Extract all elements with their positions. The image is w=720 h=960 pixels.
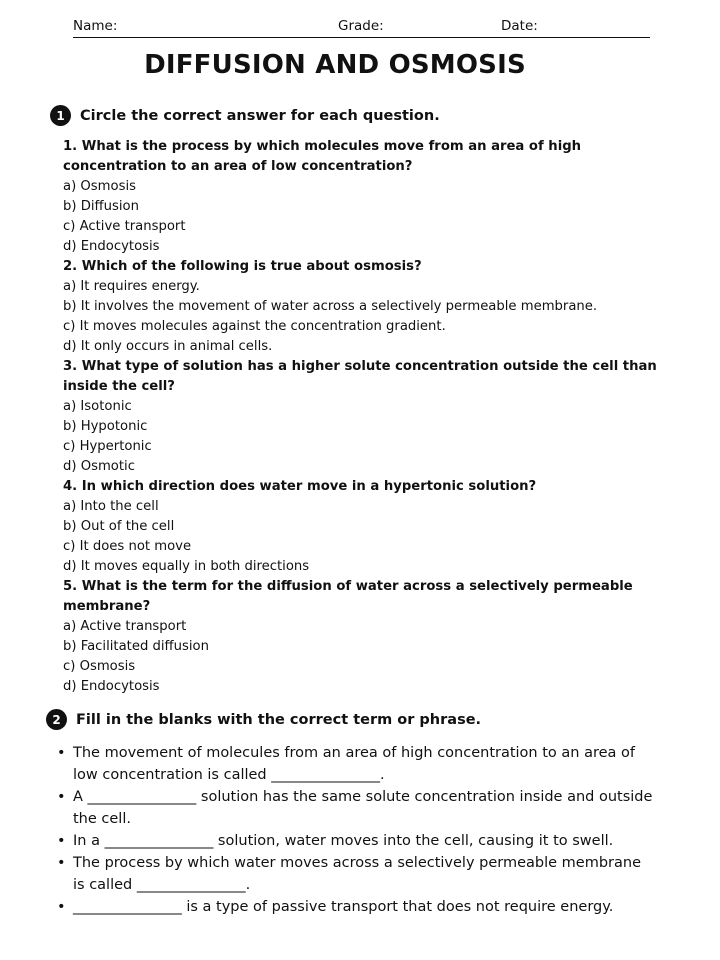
answer-option: b) It involves the movement of water across a selectively permeable membrane. [63, 299, 598, 314]
answer-option: d) It moves equally in both directions [63, 559, 310, 574]
worksheet-title: DIFFUSION AND OSMOSIS [144, 50, 526, 80]
multiple-choice-questions [63, 137, 663, 697]
section-1-number-badge: 1 [50, 105, 71, 126]
question-text: 2. Which of the following is true about osmosis? [63, 259, 422, 274]
fill-in-sentence: In a _______________ solution, water moves into the cell, causing it to swell. [73, 833, 614, 849]
section-1-heading [50, 105, 440, 126]
answer-option: b) Facilitated diffusion [63, 639, 209, 654]
name-label: Name: [73, 18, 118, 34]
section-2-heading [46, 709, 481, 730]
answer-option: a) Osmosis [63, 179, 136, 194]
date-label: Date: [501, 18, 538, 34]
answer-option: c) Osmosis [63, 659, 136, 674]
bullet-icon: • [57, 745, 66, 761]
answer-option: d) Endocytosis [63, 679, 160, 694]
bullet-icon: • [57, 789, 66, 805]
answer-option: a) Into the cell [63, 499, 159, 514]
section-2-instruction: Fill in the blanks with the correct term or phrase. [76, 711, 482, 728]
fill-in-the-blank-list [57, 742, 657, 918]
section-2-number-badge: 2 [46, 709, 67, 730]
bullet-icon: • [57, 899, 66, 915]
answer-option: b) Hypotonic [63, 419, 148, 434]
question-text: 3. What type of solution has a higher solute concentration outside the cell than inside the cell? [63, 359, 657, 394]
answer-option: b) Diffusion [63, 199, 139, 214]
fill-in-sentence: The movement of molecules from an area of high concentration to an area of low concentration is called _______________. [73, 745, 636, 783]
answer-option: a) Active transport [63, 619, 187, 634]
list-item [57, 786, 657, 830]
question-3 [63, 357, 663, 477]
answer-option: c) It moves molecules against the concentration gradient. [63, 319, 446, 334]
fill-in-sentence: A _______________ solution has the same solute concentration inside and outside the cell. [73, 789, 653, 827]
grade-label: Grade: [338, 18, 384, 34]
answer-option: d) Endocytosis [63, 239, 160, 254]
fill-in-sentence: _______________ is a type of passive transport that does not require energy. [73, 899, 614, 915]
answer-option: a) Isotonic [63, 399, 132, 414]
question-4 [63, 477, 663, 577]
answer-option: d) Osmotic [63, 459, 135, 474]
section-1-instruction: Circle the correct answer for each question. [80, 107, 440, 124]
question-text: 4. In which direction does water move in a hypertonic solution? [63, 479, 537, 494]
question-2 [63, 257, 663, 357]
bullet-icon: • [57, 855, 66, 871]
list-item [57, 830, 657, 852]
answer-option: b) Out of the cell [63, 519, 175, 534]
question-5 [63, 577, 663, 697]
answer-option: c) Hypertonic [63, 439, 152, 454]
answer-option: a) It requires energy. [63, 279, 200, 294]
answer-option: c) It does not move [63, 539, 192, 554]
answer-option: c) Active transport [63, 219, 186, 234]
worksheet-header [73, 17, 650, 38]
fill-in-sentence: The process by which water moves across a selectively permeable membrane is called _______________. [73, 855, 642, 893]
question-text: 5. What is the term for the diffusion of water across a selectively permeable membrane? [63, 579, 633, 614]
answer-option: d) It only occurs in animal cells. [63, 339, 273, 354]
list-item [57, 742, 657, 786]
list-item [57, 896, 657, 918]
question-text: 1. What is the process by which molecules move from an area of high concentration to an area of low concentration? [63, 139, 582, 174]
list-item [57, 852, 657, 896]
question-1 [63, 137, 663, 257]
bullet-icon: • [57, 833, 66, 849]
